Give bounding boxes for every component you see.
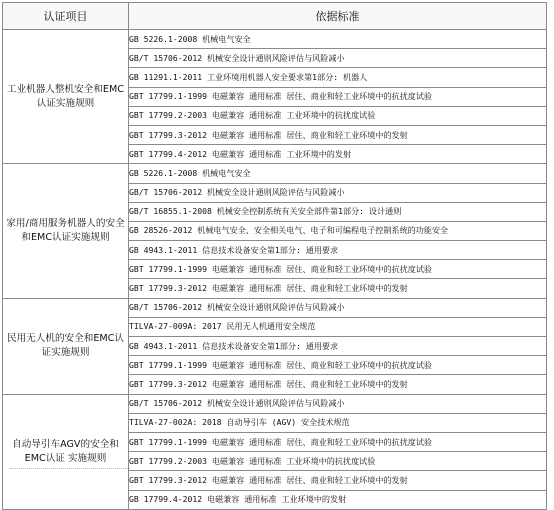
standard-cell: GB/T 15706-2012 机械安全设计通则风险评估与风险减小	[129, 183, 547, 202]
standard-cell: GB 5226.1-2008 机械电气安全	[129, 30, 547, 49]
standard-cell: GB 28526-2012 机械电气安全、安全相关电气、电子和可编程电子控制系统的功能安全	[129, 221, 547, 240]
standard-cell: GBT 17799.4-2012 电磁兼容 通用标准 工业环境中的发射	[129, 145, 547, 164]
standard-cell: GB/T 15706-2012 机械安全设计通则风险评估与风险减小	[129, 298, 547, 317]
standard-cell: GB/T 15706-2012 机械安全设计通则风险评估与风险减小	[129, 49, 547, 68]
standard-cell: GB/T 15706-2012 机械安全设计通则风险评估与风险减小	[129, 394, 547, 413]
certification-item-label: 民用无人机的安全和EMC认证实施规则	[7, 333, 124, 359]
standard-cell: GB 4943.1-2011 信息技术设备安全第1部分: 通用要求	[129, 337, 547, 356]
table-row	[3, 298, 547, 317]
standard-cell: GBT 17799.3-2012 电磁兼容 通用标准 居住、商业和轻工业环境中的发射	[129, 375, 547, 394]
certification-item-label: 家用/商用服务机器人的安全和EMC认证实施规则	[6, 217, 125, 243]
table-row	[3, 164, 547, 183]
header-row	[3, 3, 547, 30]
standard-cell: GBT 17799.2-2003 电磁兼容 通用标准 工业环境中的抗扰度试验	[129, 106, 547, 125]
standard-cell: GB 5226.1-2008 机械电气安全	[129, 164, 547, 183]
certification-item-cell	[3, 298, 129, 394]
standard-cell: GB 4943.1-2011 信息技术设备安全第1部分: 通用要求	[129, 241, 547, 260]
certification-item-cell	[3, 394, 129, 509]
standard-cell: GB 11291.1-2011 工业环境用机器人安全要求第1部分: 机器人	[129, 68, 547, 87]
standard-cell: GBT 17799.2-2003 电磁兼容 通用标准 工业环境中的抗扰度试验	[129, 452, 547, 471]
standard-cell: TILVA-27-002A: 2018 自动导引车 (AGV) 安全技术规范	[129, 413, 547, 432]
standard-cell: GB 17799.4-2012 电磁兼容 通用标准 工业环境中的发射	[129, 490, 547, 509]
standard-cell: GBT 17799.1-1999 电磁兼容 通用标准 居住、商业和轻工业环境中的抗扰度试验	[129, 356, 547, 375]
standard-cell: GBT 17799.3-2012 电磁兼容 通用标准 居住、商业和轻工业环境中的发射	[129, 279, 547, 298]
table-row	[3, 30, 547, 49]
table-body	[3, 30, 547, 510]
standard-cell: GBT 17799.3-2012 电磁兼容 通用标准 居住、商业和轻工业环境中的发射	[129, 125, 547, 144]
standard-cell: GBT 17799.1-1999 电磁兼容 通用标准 居住、商业和轻工业环境中的抗扰度试验	[129, 432, 547, 451]
table-header	[3, 3, 547, 30]
standard-cell: GB/T 16855.1-2008 机械安全控制系统有关安全部件第1部分: 设计通则	[129, 202, 547, 221]
certification-item-cell	[3, 30, 129, 164]
header-basis-standard: 依据标准	[129, 3, 547, 30]
table-row	[3, 394, 547, 413]
certification-item-label: 自动导引车AGV的安全和EMC认证 实施规则	[12, 438, 119, 464]
certification-item-cell	[3, 164, 129, 298]
certification-item-label: 工业机器人整机安全和EMC认证实施规则	[7, 83, 124, 109]
standard-cell: TILVA-27-009A: 2017 民用无人机通用安全规范	[129, 317, 547, 336]
footer-divider	[10, 468, 130, 470]
standards-table	[2, 2, 547, 510]
header-certification-item: 认证项目	[3, 3, 129, 30]
standard-cell: GBT 17799.3-2012 电磁兼容 通用标准 居住、商业和轻工业环境中的发射	[129, 471, 547, 490]
standard-cell: GBT 17799.1-1999 电磁兼容 通用标准 居住、商业和轻工业环境中的抗扰度试验	[129, 87, 547, 106]
standard-cell: GBT 17799.1-1999 电磁兼容 通用标准 居住、商业和轻工业环境中的抗扰度试验	[129, 260, 547, 279]
